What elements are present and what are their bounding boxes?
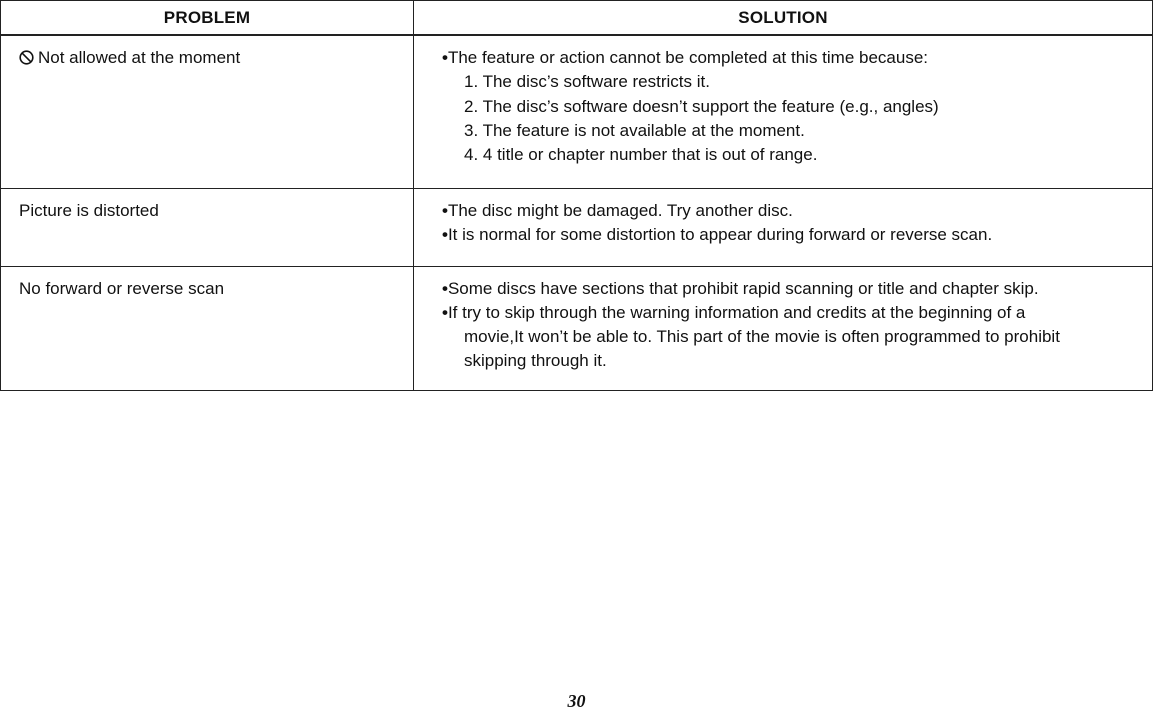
solution-continuation: skipping through it.	[464, 351, 607, 371]
solution-item	[442, 301, 1140, 325]
solution-item	[442, 199, 1140, 223]
solution-text: It is normal for some distortion to appear during forward or reverse scan.	[447, 224, 993, 244]
table-row	[1, 188, 1153, 266]
solution-text: The feature or action cannot be completed at this time because:	[447, 48, 929, 67]
solution-text: The disc might be damaged. Try another disc.	[447, 200, 793, 220]
solution-text: Some discs have sections that prohibit rapid scanning or title and chapter skip.	[447, 278, 1039, 298]
sub-item: 1. The disc’s software restricts it.	[464, 72, 710, 92]
solution-list	[414, 189, 1152, 260]
bullet-icon: •	[442, 302, 448, 322]
table-row	[1, 266, 1153, 390]
solution-cell	[414, 266, 1153, 390]
no-entry-icon	[19, 50, 34, 65]
solution-list	[414, 36, 1152, 179]
solution-item	[442, 46, 1140, 70]
problem-text: No forward or reverse scan	[19, 278, 225, 298]
problem-cell	[1, 188, 414, 266]
bullet-icon: •	[442, 224, 448, 244]
page-number: 30	[567, 691, 586, 711]
problem-cell	[1, 266, 414, 390]
table-row	[1, 35, 1153, 188]
table-header-row	[1, 1, 1153, 36]
solution-item	[442, 277, 1140, 301]
solution-list	[414, 267, 1152, 386]
header-solution: SOLUTION	[414, 1, 1153, 36]
bullet-icon: •	[442, 200, 448, 220]
solution-cell	[414, 188, 1153, 266]
sub-item: 4. 4 title or chapter number that is out of range.	[464, 145, 818, 165]
solution-cell	[414, 35, 1153, 188]
header-problem: PROBLEM	[1, 1, 414, 36]
problem-text-wrap	[1, 36, 413, 68]
sub-item: 3. The feature is not available at the moment.	[464, 120, 805, 140]
bullet-icon: •	[442, 278, 448, 298]
bullet-icon: •	[442, 48, 448, 67]
problem-text: Not allowed at the moment	[38, 48, 241, 67]
solution-item	[442, 223, 1140, 247]
solution-continuation: movie,It won’t be able to. This part of the movie is often programmed to prohibit	[464, 327, 1060, 347]
problem-cell	[1, 35, 414, 188]
solution-text: If try to skip through the warning information and credits at the beginning of a	[447, 302, 1026, 322]
problem-text: Picture is distorted	[19, 200, 159, 220]
sub-item: 2. The disc’s software doesn’t support the feature (e.g., angles)	[464, 96, 939, 116]
